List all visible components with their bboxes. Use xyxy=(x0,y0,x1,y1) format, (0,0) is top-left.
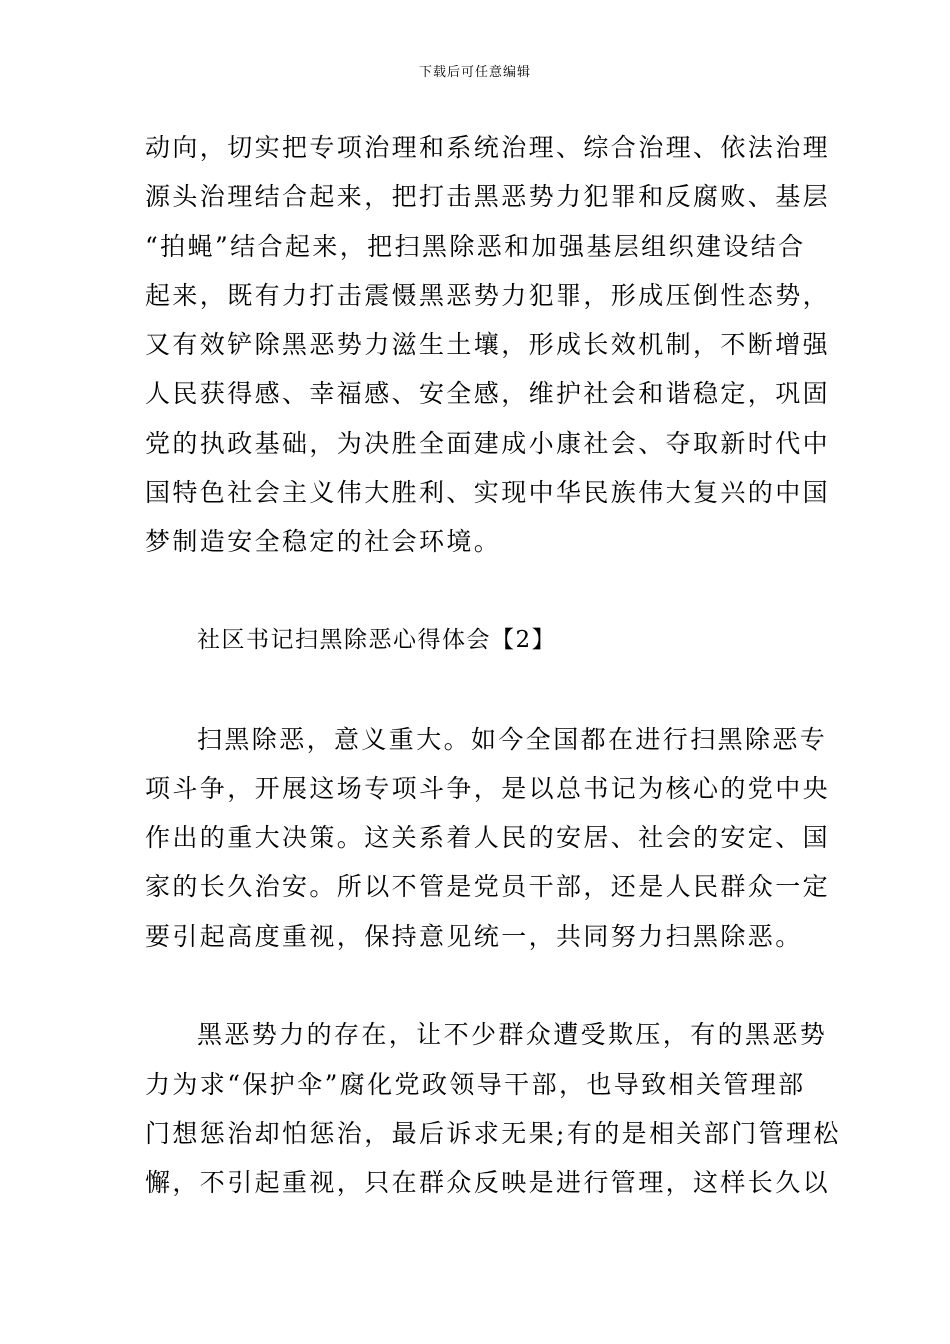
document-body xyxy=(145,123,841,1208)
paragraph-1 xyxy=(145,123,831,567)
text-line: 动向，切实把专项治理和系统治理、综合治理、依法治理 xyxy=(145,133,831,162)
text-line: 门想惩治却怕惩治，最后诉求无果;有的是相关部门管理松 xyxy=(145,1118,841,1148)
text-line: 国特色社会主义伟大胜利、实现中华民族伟大复兴的中国 xyxy=(145,478,831,508)
text-line: 梦制造安全稳定的社会环境。 xyxy=(145,527,502,557)
text-line: 力为求“保护伞”腐化党政领导干部，也导致相关管理部 xyxy=(145,1069,806,1099)
paragraph-3 xyxy=(145,1010,841,1207)
paragraph-gap xyxy=(145,961,811,1010)
text-line: 扫黑除恶，意义重大。如今全国都在进行扫黑除恶专 xyxy=(197,724,828,754)
text-line: 作出的重大决策。这关系着人民的安居、社会的安定、国 xyxy=(145,823,831,853)
text-line: “拍蝇”结合起来，把扫黑除恶和加强基层组织建设结合 xyxy=(145,231,806,261)
paragraph-gap xyxy=(145,567,811,616)
text-line: 黑恶势力的存在，让不少群众遭受欺压，有的黑恶势 xyxy=(197,1020,828,1050)
text-line: 家的长久治安。所以不管是党员干部，还是人民群众一定 xyxy=(145,872,831,902)
text-line: 要引起高度重视，保持意见统一，共同努力扫黑除恶。 xyxy=(145,921,803,951)
text-line: 人民获得感、幸福感、安全感，维护社会和谐稳定，巩固 xyxy=(145,379,831,409)
paragraph-gap xyxy=(145,665,811,714)
text-line: 源头治理结合起来，把打击黑恶势力犯罪和反腐败、基层 xyxy=(145,182,831,212)
text-line: 又有效铲除黑恶势力滋生土壤，形成长效机制，不断增强 xyxy=(145,330,831,360)
text-line: 起来，既有力打击震慑黑恶势力犯罪，形成压倒性态势， xyxy=(145,280,831,310)
text-line: 项斗争，开展这场专项斗争，是以总书记为核心的党中央 xyxy=(145,773,831,803)
text-line: 党的执政基础，为决胜全面建成小康社会、夺取新时代中 xyxy=(145,428,831,458)
header-note: 下载后可任意编辑 xyxy=(418,65,531,80)
section-title: 社区书记扫黑除恶心得体会【2】 xyxy=(197,626,557,653)
paragraph-2 xyxy=(145,715,831,961)
text-line: 懈，不引起重视，只在群众反映是进行管理，这样长久以 xyxy=(145,1168,831,1198)
